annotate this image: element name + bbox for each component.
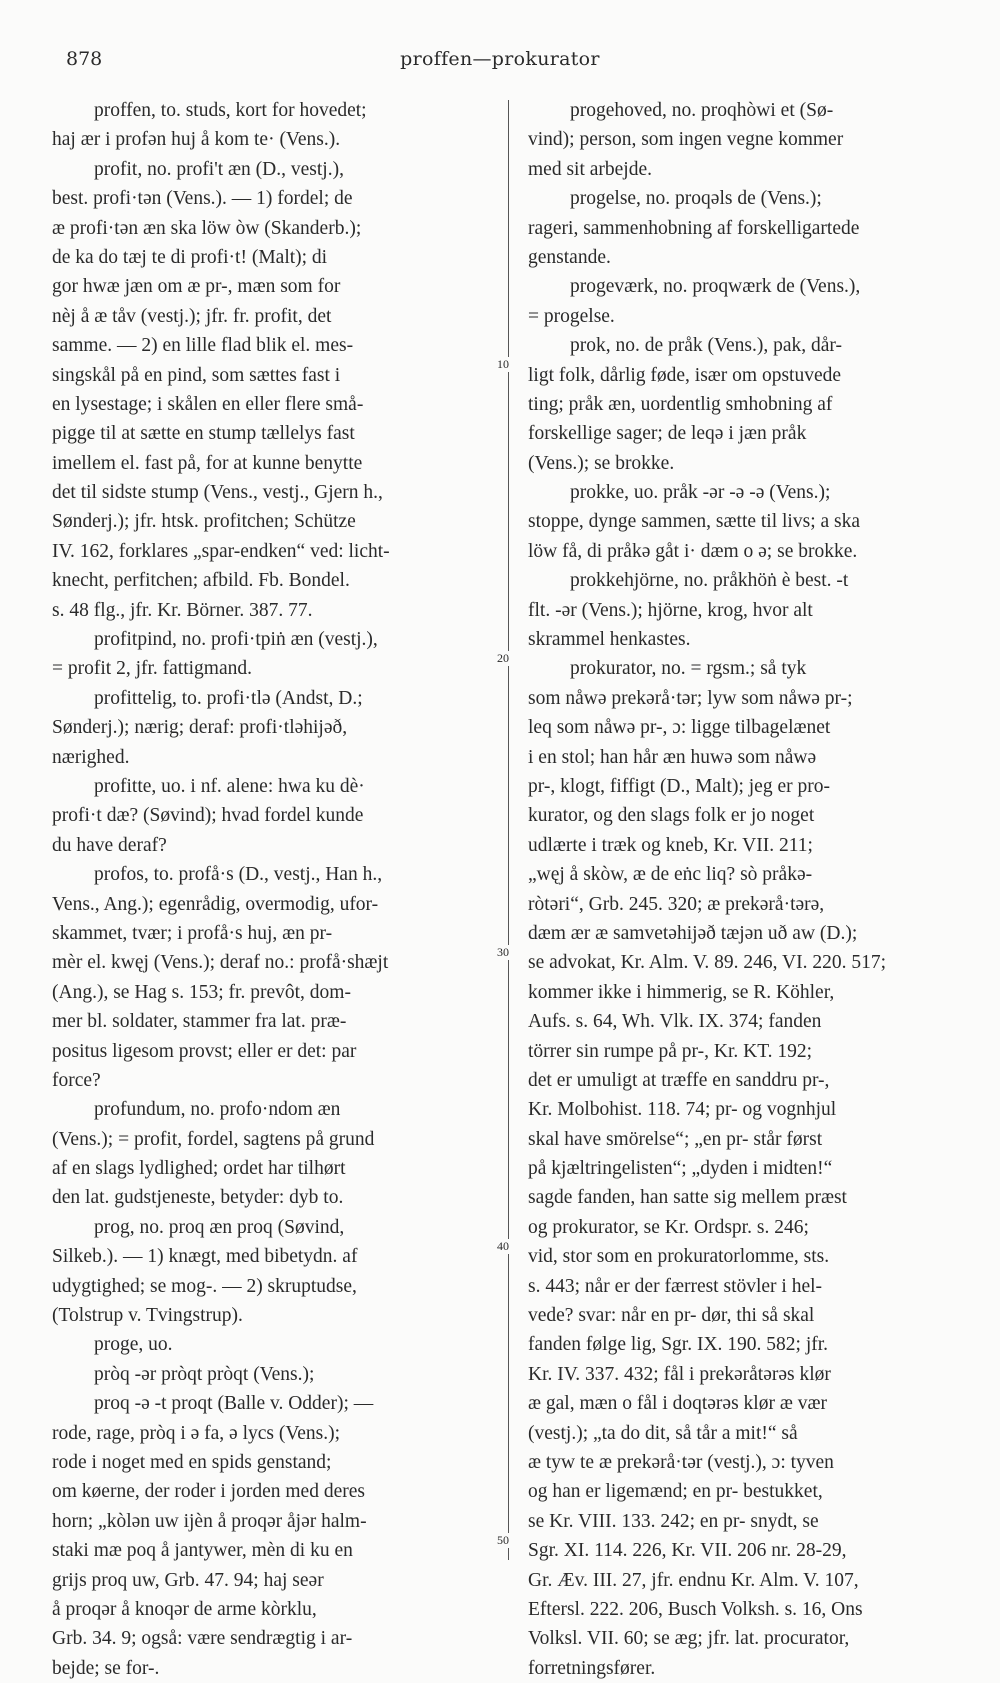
text-line: (Vens.); se brokke. xyxy=(528,452,675,474)
text-line: du have deraf? xyxy=(52,834,167,856)
text-line: den lat. gudstjeneste, betyder: dyb to. xyxy=(52,1187,344,1209)
text-line: profundum, no. profo·ndom æn xyxy=(94,1099,341,1121)
running-head: proffen—prokurator xyxy=(400,48,600,70)
text-line: forskellige sager; de leqə i jæn pråk xyxy=(528,423,807,445)
text-line: Vens., Ang.); egenrådig, overmodig, ufor- xyxy=(52,893,379,915)
text-line: mèr el. kwęj (Vens.); deraf no.: profå·shæjt xyxy=(52,952,389,974)
text-line: det til sidste stump (Vens., vestj., Gjern h., xyxy=(52,482,383,504)
text-line: prokurator, no. = rgsm.; så tyk xyxy=(570,658,807,680)
text-line: positus ligesom provst; eller er det: par xyxy=(52,1040,357,1062)
text-line: progelse, no. proqəls de (Vens.); xyxy=(570,188,822,210)
line-number: 50 xyxy=(497,1533,509,1547)
text-line: (Vens.); = profit, fordel, sagtens på grund xyxy=(52,1128,375,1150)
text-line: som nåwə prekərå·tər; lyw som nåwə pr-; xyxy=(528,687,853,709)
text-line: Grb. 34. 9; også: være sendrægtig i ar- xyxy=(52,1628,353,1650)
text-line: vid, stor som en prokuratorlomme, sts. xyxy=(528,1246,830,1268)
text-line: prok, no. de pråk (Vens.), pak, dår- xyxy=(570,335,842,357)
text-line: leq som nåwə pr-, ɔ: ligge tilbagelænet xyxy=(528,717,831,739)
text-line: af en slags lydlighed; ordet har tilhørt xyxy=(52,1158,346,1180)
text-line: å proqər å knoqər de arme kòrklu, xyxy=(52,1598,317,1620)
text-line: löw få, di pråkə gåt i· dæm o ə; se brokke. xyxy=(528,540,858,562)
text-line: proffen, to. studs, kort for hovedet; xyxy=(94,100,367,121)
text-line: Eftersl. 222. 206, Busch Volksh. s. 16, Ons xyxy=(528,1598,863,1620)
text-line: force? xyxy=(52,1069,101,1091)
text-line: ligt folk, dårlig føde, især om opstuvede xyxy=(528,364,842,386)
text-line: IV. 162, forklares „spar-endken“ ved: licht- xyxy=(52,540,390,562)
text-line: bejde; se for-. xyxy=(52,1657,160,1679)
text-line: horn; „kòlən uw ijèn å proqər åjər halm- xyxy=(52,1510,367,1532)
text-line: nèj å æ tåv (vestj.); jfr. fr. profit, det xyxy=(52,305,332,327)
text-line: pigge til at sætte en stump tællelys fast xyxy=(52,423,355,445)
text-line: = profit 2, jfr. fattigmand. xyxy=(52,658,252,680)
text-line: og prokurator, se Kr. Ordspr. s. 246; xyxy=(528,1216,809,1238)
text-line: rageri, sammenhobning af forskelligartede xyxy=(528,217,860,239)
line-number: 30 xyxy=(497,945,509,959)
text-line: Gr. Æv. III. 27, jfr. endnu Kr. Alm. V. 107, xyxy=(528,1569,859,1591)
line-number: 40 xyxy=(497,1239,509,1253)
text-line: om køerne, der roder i jorden med deres xyxy=(52,1481,365,1503)
text-line: s. 48 flg., jfr. Kr. Börner. 387. 77. xyxy=(52,599,313,621)
text-line: Sønderj.); nærig; deraf: profi·tləhijəð, xyxy=(52,717,348,739)
text-line: prokke, uo. pråk -ər -ə -ə (Vens.); xyxy=(570,482,831,504)
text-line: „węj å skòw, æ de eṅc liq? sò pråkə- xyxy=(528,864,813,886)
text-line: Sgr. XI. 114. 226, Kr. VII. 206 nr. 28-29, xyxy=(528,1540,847,1562)
text-line: gor hwæ jæn om æ pr-, mæn som for xyxy=(52,276,341,298)
text-line: prog, no. proq æn proq (Søvind, xyxy=(94,1216,345,1238)
text-line: dæm ær æ samvetəhijəð tæjən uð aw (D.); xyxy=(528,922,858,944)
text-line: nærighed. xyxy=(52,746,130,768)
text-line: haj ær i profən huj å kom te· (Vens.). xyxy=(52,129,341,151)
text-line: profittelig, to. profi·tlə (Andst, D.; xyxy=(94,687,363,709)
text-line: knecht, perfitchen; afbild. Fb. Bondel. xyxy=(52,570,350,592)
text-line: singskål på en pind, som sættes fast i xyxy=(52,364,341,386)
text-line: rode, rage, pròq i ə fa, ə lycs (Vens.); xyxy=(52,1422,341,1444)
text-line: progehoved, no. proqhòwi et (Sø- xyxy=(570,100,834,121)
text-line: æ profi·tən æn ska löw òw (Skanderb.); xyxy=(52,217,362,239)
text-line: æ gal, mæn o fål i doqtərəs klør æ vær xyxy=(528,1393,827,1415)
text-line: stoppe, dynge sammen, sætte til livs; a ska xyxy=(528,511,861,533)
text-line: profos, to. profå·s (D., vestj., Han h., xyxy=(94,864,383,886)
text-line: pròq -ər pròqt pròqt (Vens.); xyxy=(94,1363,315,1385)
text-line: staki mæ poq å jantywer, mèn di ku en xyxy=(52,1540,353,1562)
text-line: vede? svar: når en pr- dør, thi så skal xyxy=(528,1305,815,1327)
text-line: (vestj.); „ta do dit, så tår a mit!“ så xyxy=(528,1422,798,1444)
text-line: vind); person, som ingen vegne kommer xyxy=(528,129,844,151)
text-line: Aufs. s. 64, Wh. Vlk. IX. 374; fanden xyxy=(528,1011,822,1033)
left-column xyxy=(52,96,507,1683)
text-line: proq -ə -t proqt (Balle v. Odder); — xyxy=(94,1393,374,1415)
right-column xyxy=(528,96,983,1683)
text-line: ting; pråk æn, uordentlig smhobning af xyxy=(528,393,833,415)
text-line: profit, no. profi't æn (D., vestj.), xyxy=(94,158,344,180)
text-line: fanden følge lig, Sgr. IX. 190. 582; jfr. xyxy=(528,1334,829,1356)
text-line: se advokat, Kr. Alm. V. 89. 246, VI. 220. 517; xyxy=(528,952,887,974)
text-line: Kr. Molbohist. 118. 74; pr- og vognhjul xyxy=(528,1099,837,1121)
text-line: = progelse. xyxy=(528,305,615,327)
text-line: proge, uo. xyxy=(94,1334,173,1356)
text-line: s. 443; når er der færrest stövler i hel- xyxy=(528,1275,823,1297)
line-number: 10 xyxy=(497,357,509,371)
text-line: (Ang.), se Hag s. 153; fr. prevôt, dom- xyxy=(52,981,351,1003)
text-line: profi·t dæ? (Søvind); hvad fordel kunde xyxy=(52,805,364,827)
text-line: med sit arbejde. xyxy=(528,158,652,180)
text-line: best. profi·tən (Vens.). — 1) fordel; de xyxy=(52,188,353,210)
text-line: törrer sin rumpe på pr-, Kr. KT. 192; xyxy=(528,1040,813,1062)
text-line: de ka do tæj te di profi·t! (Malt); di xyxy=(52,246,328,268)
text-line: imellem el. fast på, for at kunne benytte xyxy=(52,452,363,474)
text-line: udlærte i træk og kneb, Kr. VII. 211; xyxy=(528,834,813,856)
text-line: ròtəri“, Grb. 245. 320; æ prekərå·tərə, xyxy=(528,893,825,915)
text-line: samme. — 2) en lille flad blik el. mes- xyxy=(52,335,354,357)
text-line: og han er ligemænd; en pr- bestukket, xyxy=(528,1481,823,1503)
column-divider xyxy=(508,100,509,1560)
text-line: i en stol; han hår æn huwə som nåwə xyxy=(528,746,817,768)
text-line: Volksl. VII. 60; se æg; jfr. lat. procurator, xyxy=(528,1628,850,1650)
text-line: progeværk, no. proqwærk de (Vens.), xyxy=(570,276,861,298)
text-line: rode i noget med en spids genstand; xyxy=(52,1451,332,1473)
text-line: kommer ikke i himmerig, se R. Köhler, xyxy=(528,981,835,1003)
text-line: skrammel henkastes. xyxy=(528,629,691,651)
page-header xyxy=(0,48,1000,78)
text-line: grijs proq uw, Grb. 47. 94; haj seər xyxy=(52,1569,324,1591)
text-line: (Tolstrup v. Tvingstrup). xyxy=(52,1305,243,1327)
text-line: kurator, og den slags folk er jo noget xyxy=(528,805,815,827)
text-line: mer bl. soldater, stammer fra lat. præ- xyxy=(52,1011,347,1033)
text-line: udygtighed; se mog-. — 2) skruptudse, xyxy=(52,1275,357,1297)
text-line: flt. -ər (Vens.); hjörne, krog, hvor alt xyxy=(528,599,813,621)
text-line: skal have smörelse“; „en pr- står først xyxy=(528,1128,823,1150)
text-line: Kr. IV. 337. 432; fål i prekəråtərəs klør xyxy=(528,1363,831,1385)
text-line: profitte, uo. i nf. alene: hwa ku dè· xyxy=(94,775,365,797)
text-line: forretningsfører. xyxy=(528,1657,656,1679)
text-line: skammet, tvær; i profå·s huj, æn pr- xyxy=(52,922,333,944)
text-line: profitpind, no. profi·tpiṅ æn (vestj.), xyxy=(94,629,378,651)
text-line: prokkehjörne, no. pråkhöṅ è best. -t xyxy=(570,570,849,592)
text-line: Silkeb.). — 1) knægt, med bibetydn. af xyxy=(52,1246,358,1268)
line-number: 20 xyxy=(497,651,509,665)
text-line: se Kr. VIII. 133. 242; en pr- snydt, se xyxy=(528,1510,819,1532)
text-line: det er umuligt at træffe en sanddru pr-, xyxy=(528,1069,830,1091)
page-number: 878 xyxy=(66,48,103,70)
text-line: pr-, klogt, fiffigt (D., Malt); jeg er pro- xyxy=(528,775,830,797)
text-line: Sønderj.); jfr. htsk. profitchen; Schütze xyxy=(52,511,356,533)
text-line: æ tyw te æ prekərå·tər (vestj.), ɔ: tyven xyxy=(528,1451,834,1473)
text-line: på kjæltringelisten“; „dyden i midten!“ xyxy=(528,1158,833,1180)
text-line: genstande. xyxy=(528,246,611,268)
text-line: en lysestage; i skålen en eller flere små- xyxy=(52,393,364,415)
text-line: sagde fanden, han satte sig mellem præst xyxy=(528,1187,847,1209)
